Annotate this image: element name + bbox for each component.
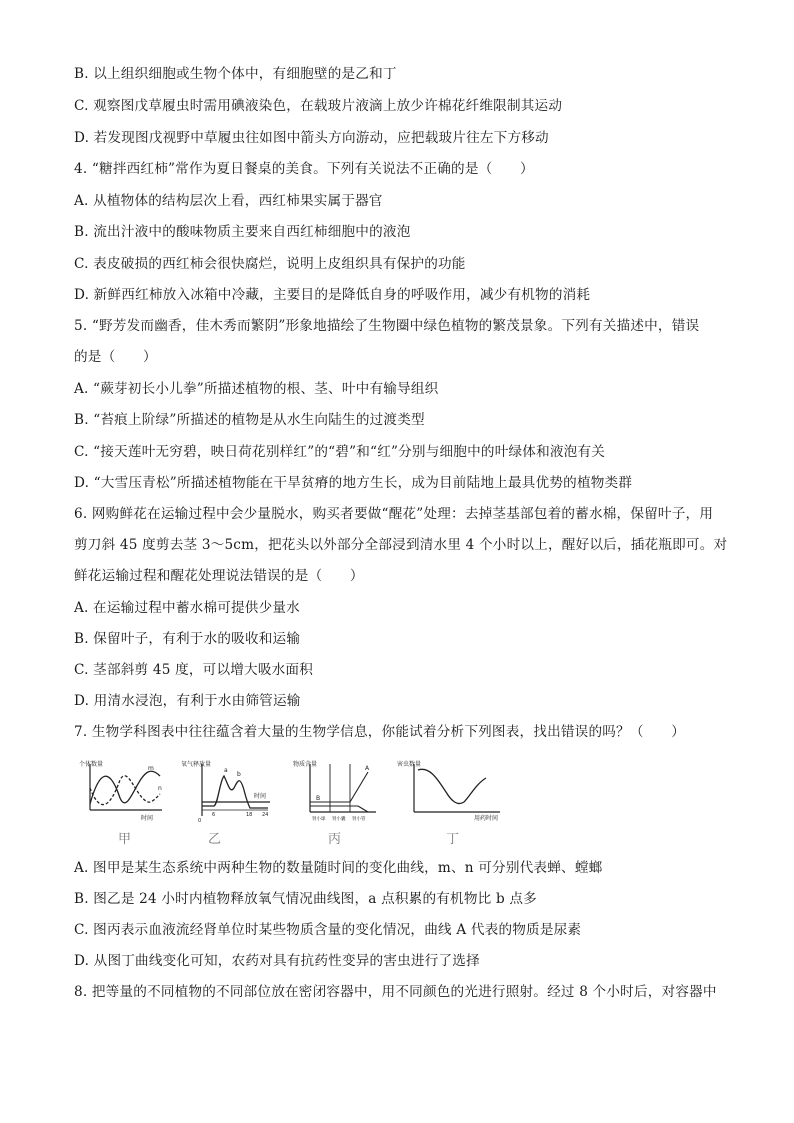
q6-option-a: A. 在运输过程中蓄水棉可提供少量水 — [74, 600, 300, 616]
q6-stem-line1: 6. 网购鲜花在运输过程中会少量脱水，购买者要做“醒花”处理：去掉茎基部包着的蓄水棉，保留叶子，用 — [74, 506, 714, 522]
yi-point-b: b — [237, 771, 241, 778]
q7-figures — [78, 758, 728, 848]
q7-option-c: C. 图丙表示血液流经肾单位时某些物质含量的变化情况，曲线 A 代表的物质是尿素 — [74, 922, 582, 938]
yi-ylabel: 氧气释放量 — [181, 761, 212, 768]
q5-option-c: C. “接天莲叶无穷碧，映日荷花别样红”的“碧”和“红”分别与细胞中的叶绿体和液泡有关 — [74, 444, 606, 460]
q4-option-b: B. 流出汁液中的酸味物质主要来自西红柿细胞中的液泡 — [74, 224, 411, 240]
q5-option-a: A. “蕨芽初长小儿拳”所描述植物的根、茎、叶中有输导组织 — [74, 381, 439, 397]
q7-option-b: B. 图乙是 24 小时内植物释放氧气情况曲线图，a 点积累的有机物比 b 点多 — [74, 891, 537, 907]
bing-caption: 丙 — [328, 832, 342, 847]
bing-seg-3: 肾小管 — [352, 817, 366, 822]
figure-bing — [292, 758, 382, 847]
q4-stem: 4. “糖拌西红柿”常作为夏日餐桌的美食。下列有关说法不正确的是（ ） — [74, 161, 534, 177]
figure-ding — [396, 758, 506, 847]
figure-yi — [180, 758, 280, 847]
q6-stem-line3: 鲜花运输过程和醒花处理说法错误的是（ ） — [74, 568, 364, 584]
bing-curve-a: A — [365, 765, 370, 772]
q7-stem: 7. 生物学科图表中往往蕴含着大量的生物学信息，你能试着分析下列图表，找出错误的吗？（ ） — [74, 724, 686, 740]
yi-point-a: a — [224, 767, 228, 774]
q6-option-b: B. 保留叶子，有利于水的吸收和运输 — [74, 631, 301, 647]
q5-stem-line2: 的是（ ） — [74, 349, 157, 365]
bing-curve-b: B — [316, 795, 321, 802]
q3-option-c: C. 观察图戊草履虫时需用碘液染色，在载玻片液滴上放少许棉花纤维限制其运动 — [74, 98, 563, 114]
yi-xlabel: 时间 — [254, 793, 267, 800]
q7-option-a: A. 图甲是某生态系统中两种生物的数量随时间的变化曲线，m、n 可分别代表蝉、螳螂 — [74, 860, 603, 876]
q5-option-b: B. “苔痕上阶绿”所描述的植物是从水生向陆生的过渡类型 — [74, 412, 425, 428]
q4-option-a: A. 从植物体的结构层次上看，西红柿果实属于器官 — [74, 193, 383, 209]
jia-ylabel: 个体数量 — [79, 761, 104, 768]
q4-option-c: C. 表皮破损的西红柿会很快腐烂，说明上皮组织具有保护的功能 — [74, 256, 466, 272]
q7-option-d: D. 从图丁曲线变化可知，农药对具有抗药性变异的害虫进行了选择 — [74, 953, 480, 969]
ding-ylabel: 害虫数量 — [397, 761, 422, 768]
bing-ylabel: 物质含量 — [293, 761, 318, 768]
q4-option-d: D. 新鲜西红柿放入冰箱中冷藏，主要目的是降低自身的呼吸作用，减少有机物的消耗 — [74, 287, 591, 303]
ding-xlabel: 用药时间 — [474, 815, 499, 822]
figure-jia — [78, 758, 168, 847]
yi-caption: 乙 — [208, 832, 222, 847]
yi-tick-6: 6 — [212, 812, 216, 818]
q3-option-d: D. 若发现图戊视野中草履虫往如图中箭头方向游动，应把载玻片往左下方移动 — [74, 130, 549, 146]
bing-seg-1: 肾小球 — [312, 817, 326, 822]
jia-m-label: m — [148, 765, 154, 772]
jia-n-label: n — [158, 785, 162, 792]
yi-tick-0: 0 — [198, 818, 202, 824]
ding-caption: 丁 — [446, 832, 460, 847]
yi-tick-24: 24 — [262, 812, 269, 818]
q3-option-b: B. 以上组织细胞或生物个体中，有细胞壁的是乙和丁 — [74, 66, 397, 82]
bing-seg-2: 肾小囊 — [332, 817, 346, 822]
jia-caption: 甲 — [118, 832, 132, 847]
jia-xlabel: 时间 — [141, 815, 154, 822]
q6-stem-line2: 剪刀斜 45 度剪去茎 3～5cm，把花头以外部分全部浸到清水里 4 个小时以上，醒好以后，插花瓶即可。对 — [74, 537, 728, 553]
q5-option-d: D. “大雪压青松”所描述植物能在干旱贫瘠的地方生长，成为目前陆地上最具优势的植物类群 — [74, 475, 633, 491]
q8-stem-line1: 8. 把等量的不同植物的不同部位放在密闭容器中，用不同颜色的光进行照射。经过 8 个小时后，对容器中 — [74, 984, 717, 1000]
q6-option-c: C. 茎部斜剪 45 度，可以增大吸水面积 — [74, 662, 314, 678]
yi-tick-18: 18 — [246, 812, 253, 818]
q5-stem-line1: 5. “野芳发而幽香，佳木秀而繁阴”形象地描绘了生物圈中绿色植物的繁茂景象。下列有关描述中，错误 — [74, 318, 700, 334]
q6-option-d: D. 用清水浸泡，有利于水由筛管运输 — [74, 693, 301, 709]
